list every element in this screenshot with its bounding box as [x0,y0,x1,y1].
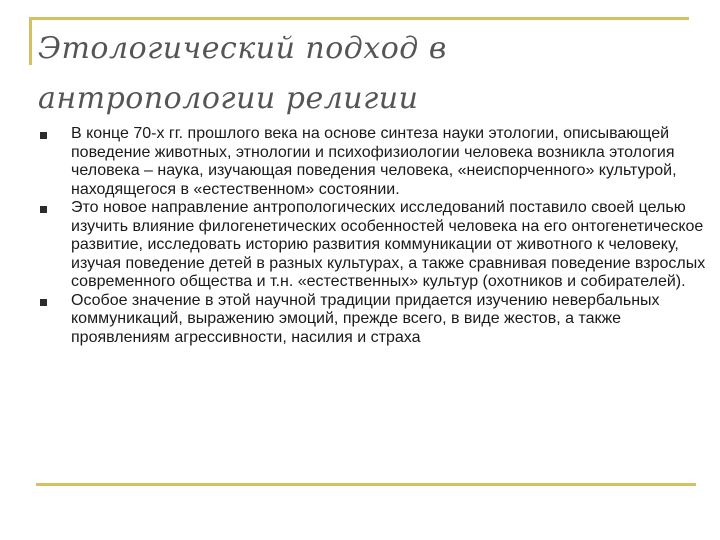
square-bullet-icon [40,206,47,213]
bullet-text: Особое значение в этой научной традиции придается изучению невербальных коммуникаций, выражению эмоций, прежде всего, в виде жестов, а также проявлениям агрессивности, насилия и страха [71,291,660,346]
square-bullet-icon [40,299,47,306]
slide-title: Этологический подход в антропологии религии [38,31,447,116]
bullet-item [40,292,712,348]
accent-rule-bottom [36,483,696,486]
bullet-text: В конце 70-х гг. прошлого века на основе синтеза науки этологии, описывающей поведение животных, этнологии и психофизиологии человека возникла этология человека – наука, изучающая поведения человека, «неиспорченного» культурой, находящегося в «естественном» состоянии. [71,125,677,198]
bullet-item [40,125,712,199]
bullet-list [40,125,712,347]
bullet-text: Это новое направление антропологических исследований поставило своей целью изучить влияние филогенетических особенностей человека на его онтогенетическое развитие, исследовать историю развития коммуникации от животного к человеку, изучая поведение детей в разных культурах, а также сравнивая поведение взрослых современного общества и т.н. «естественных» культур (охотников и собирателей). [71,199,706,290]
square-bullet-icon [40,132,47,139]
accent-rule-top [29,17,689,20]
accent-rule-left [29,17,32,65]
bullet-item [40,199,712,292]
